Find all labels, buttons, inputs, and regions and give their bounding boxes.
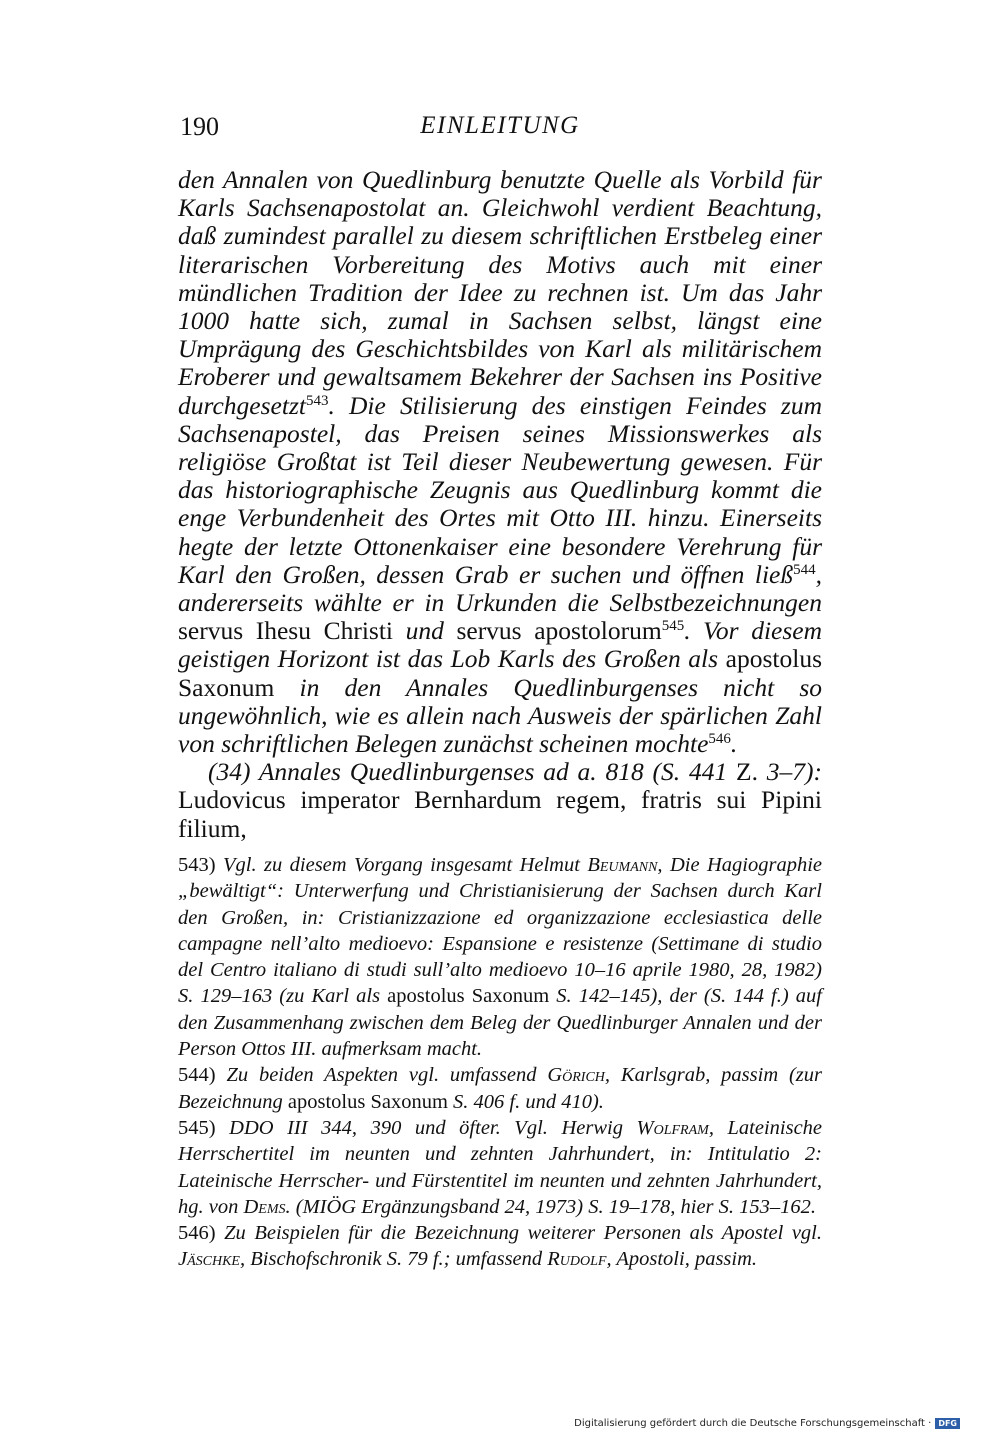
footnote-number: 545)	[178, 1116, 216, 1139]
footnote-544	[178, 1062, 822, 1115]
lemma-end: 3–7):	[766, 757, 823, 787]
latin-quote: Ludovicus imperator Bernhardum regem, fratris sui Pipini filium,	[178, 785, 822, 843]
author-name: Dems.	[243, 1195, 291, 1218]
text-segment: .	[730, 729, 738, 759]
author-name: Wolfram	[636, 1116, 709, 1139]
running-head: EINLEITUNG	[420, 112, 580, 139]
text-segment: in den Annales Quedlinburgenses nicht so ungewöhnlich, wie es allein nach Ausweis der spärlichen Zahl von schriftlichen Belegen zunächst scheinen mochte	[178, 672, 822, 759]
footnote-number: 546)	[178, 1222, 216, 1245]
text-segment: . Die Stilisierung des einstigen Feindes zum Sachsenapostel, das Preisen seines Missionswerkes als religiöse Großtat ist Teil dieser Neubewertung gewesen. Für das historiographische Zeugnis aus Quedlinburg kommt die enge Verbundenheit des Ortes mit Otto III. hinzu. Einerseits hegte der letzte Ottonenkaiser eine besondere Verehrung für Karl den Großen, dessen Grab er suchen und öffnen ließ	[178, 390, 822, 589]
footnote-text: DDO III 344, 390 und öfter. Vgl. Herwig	[229, 1116, 623, 1139]
paragraph-2	[178, 758, 822, 843]
text-segment: den Annalen von Quedlinburg benutzte Quelle als Vorbild für Karls Sachsenapostolat an. Gleichwohl verdient Beachtung, daß zumindest parallel zu diesem schriftlichen Erstbeleg einer literarischen Vorbereitung des Motivs auch mit einer mündlichen Tradition der Idee zu rechnen ist. Um das Jahr 1000 hatte sich, zumal in Sachsen selbst, längst eine Umprägung des Geschichtsbildes von Karl als militärischem Eroberer und gewaltsamem Bekehrer der Sachsen ins Positive durchgesetzt	[178, 165, 822, 420]
author-name: Beumann	[587, 854, 658, 876]
footnote-text: , Lateinische Herrschertitel im neunten und zehnten Jahrhundert, in: Intitulatio 2: Lateinische Herrscher- und Fürstentitel im neunten und zehnten Jahrhundert, hg. von	[178, 1116, 823, 1218]
text-segment: , andererseits wählte er in Urkunden die Selbstbezeichnungen	[178, 559, 822, 618]
author-name: Rudolf	[547, 1248, 607, 1271]
footnote-text: , Karlsgrab, passim (zur Bezeichnung	[178, 1064, 823, 1113]
lemma: (34) Annales Quedlinburgenses ad a. 818 (S. 441	[208, 757, 728, 787]
latin-quote: apostolus Saxonum	[178, 644, 822, 702]
latin-quote: servus Ihesu Christi	[178, 616, 394, 646]
page-number: 190	[180, 112, 219, 141]
footnote-546	[178, 1220, 822, 1273]
footnote-text: S. 406 f. und 410).	[453, 1090, 604, 1113]
latin-quote: apostolus Saxonum	[387, 985, 550, 1008]
line-marker: Z.	[736, 757, 758, 787]
footnote-text: , Apostoli, passim.	[606, 1248, 758, 1271]
main-text	[178, 166, 822, 843]
footnotes	[178, 852, 822, 1273]
footnote-545	[178, 1115, 822, 1220]
latin-quote: servus apostolorum	[456, 616, 662, 646]
footnote-543	[178, 852, 822, 1062]
footnote-text: Zu Beispielen für die Bezeichnung weiterer Personen als Apostel vgl.	[224, 1222, 822, 1245]
author-name: Görich	[547, 1064, 605, 1087]
dfg-logo-icon: DFG	[935, 1418, 960, 1429]
footnote-number: 544)	[178, 1064, 216, 1087]
latin-quote: apostolus Saxonum	[287, 1090, 448, 1113]
footnote-ref-545[interactable]: 545	[661, 618, 685, 635]
footnote-text: S. 142–145), der (S. 144 f.) auf den Zusammenhang zwischen dem Beleg der Quedlinburger Annalen und der Person Ottos III. aufmerksam macht.	[178, 985, 822, 1061]
footnote-text: (MIÖG Ergänzungsband 24, 1973) S. 19–178, hier S. 153–162.	[295, 1195, 817, 1218]
credit-text: Digitalisierung gefördert durch die Deutsche Forschungsgemeinschaft ·	[574, 1418, 932, 1429]
author-name: Jäschke	[178, 1248, 240, 1271]
digitization-credit	[574, 1418, 960, 1429]
footnote-text: , Bischofschronik S. 79 f.; umfassend	[240, 1248, 543, 1271]
footnote-ref-543[interactable]: 543	[305, 392, 329, 409]
footnote-number: 543)	[178, 854, 216, 876]
footnote-text: Zu beiden Aspekten vgl. umfassend	[226, 1064, 537, 1087]
footnote-ref-544[interactable]: 544	[793, 561, 816, 578]
footnote-ref-546[interactable]: 546	[708, 731, 731, 748]
text-segment: und	[405, 616, 444, 646]
footnote-text: , Die Hagiographie „bewältigt“: Unterwerfung und Christianisierung der Sachsen durch Karl den Großen, in: Cristianizzazione ed organizzazione ecclesiastica delle campagne nell’alto medioevo: Espansione e resistenze (Settimane di studio del Centro italiano di studi sull’alto medioevo 10–16 aprile 1980, 28, 1982) S. 129–163 (zu Karl als	[178, 854, 823, 1008]
paragraph-1	[178, 166, 822, 758]
footnote-text: Vgl. zu diesem Vorgang insgesamt Helmut	[223, 854, 580, 876]
text-segment: . Vor diesem geistigen Horizont ist das Lob Karls des Großen als	[178, 616, 822, 674]
